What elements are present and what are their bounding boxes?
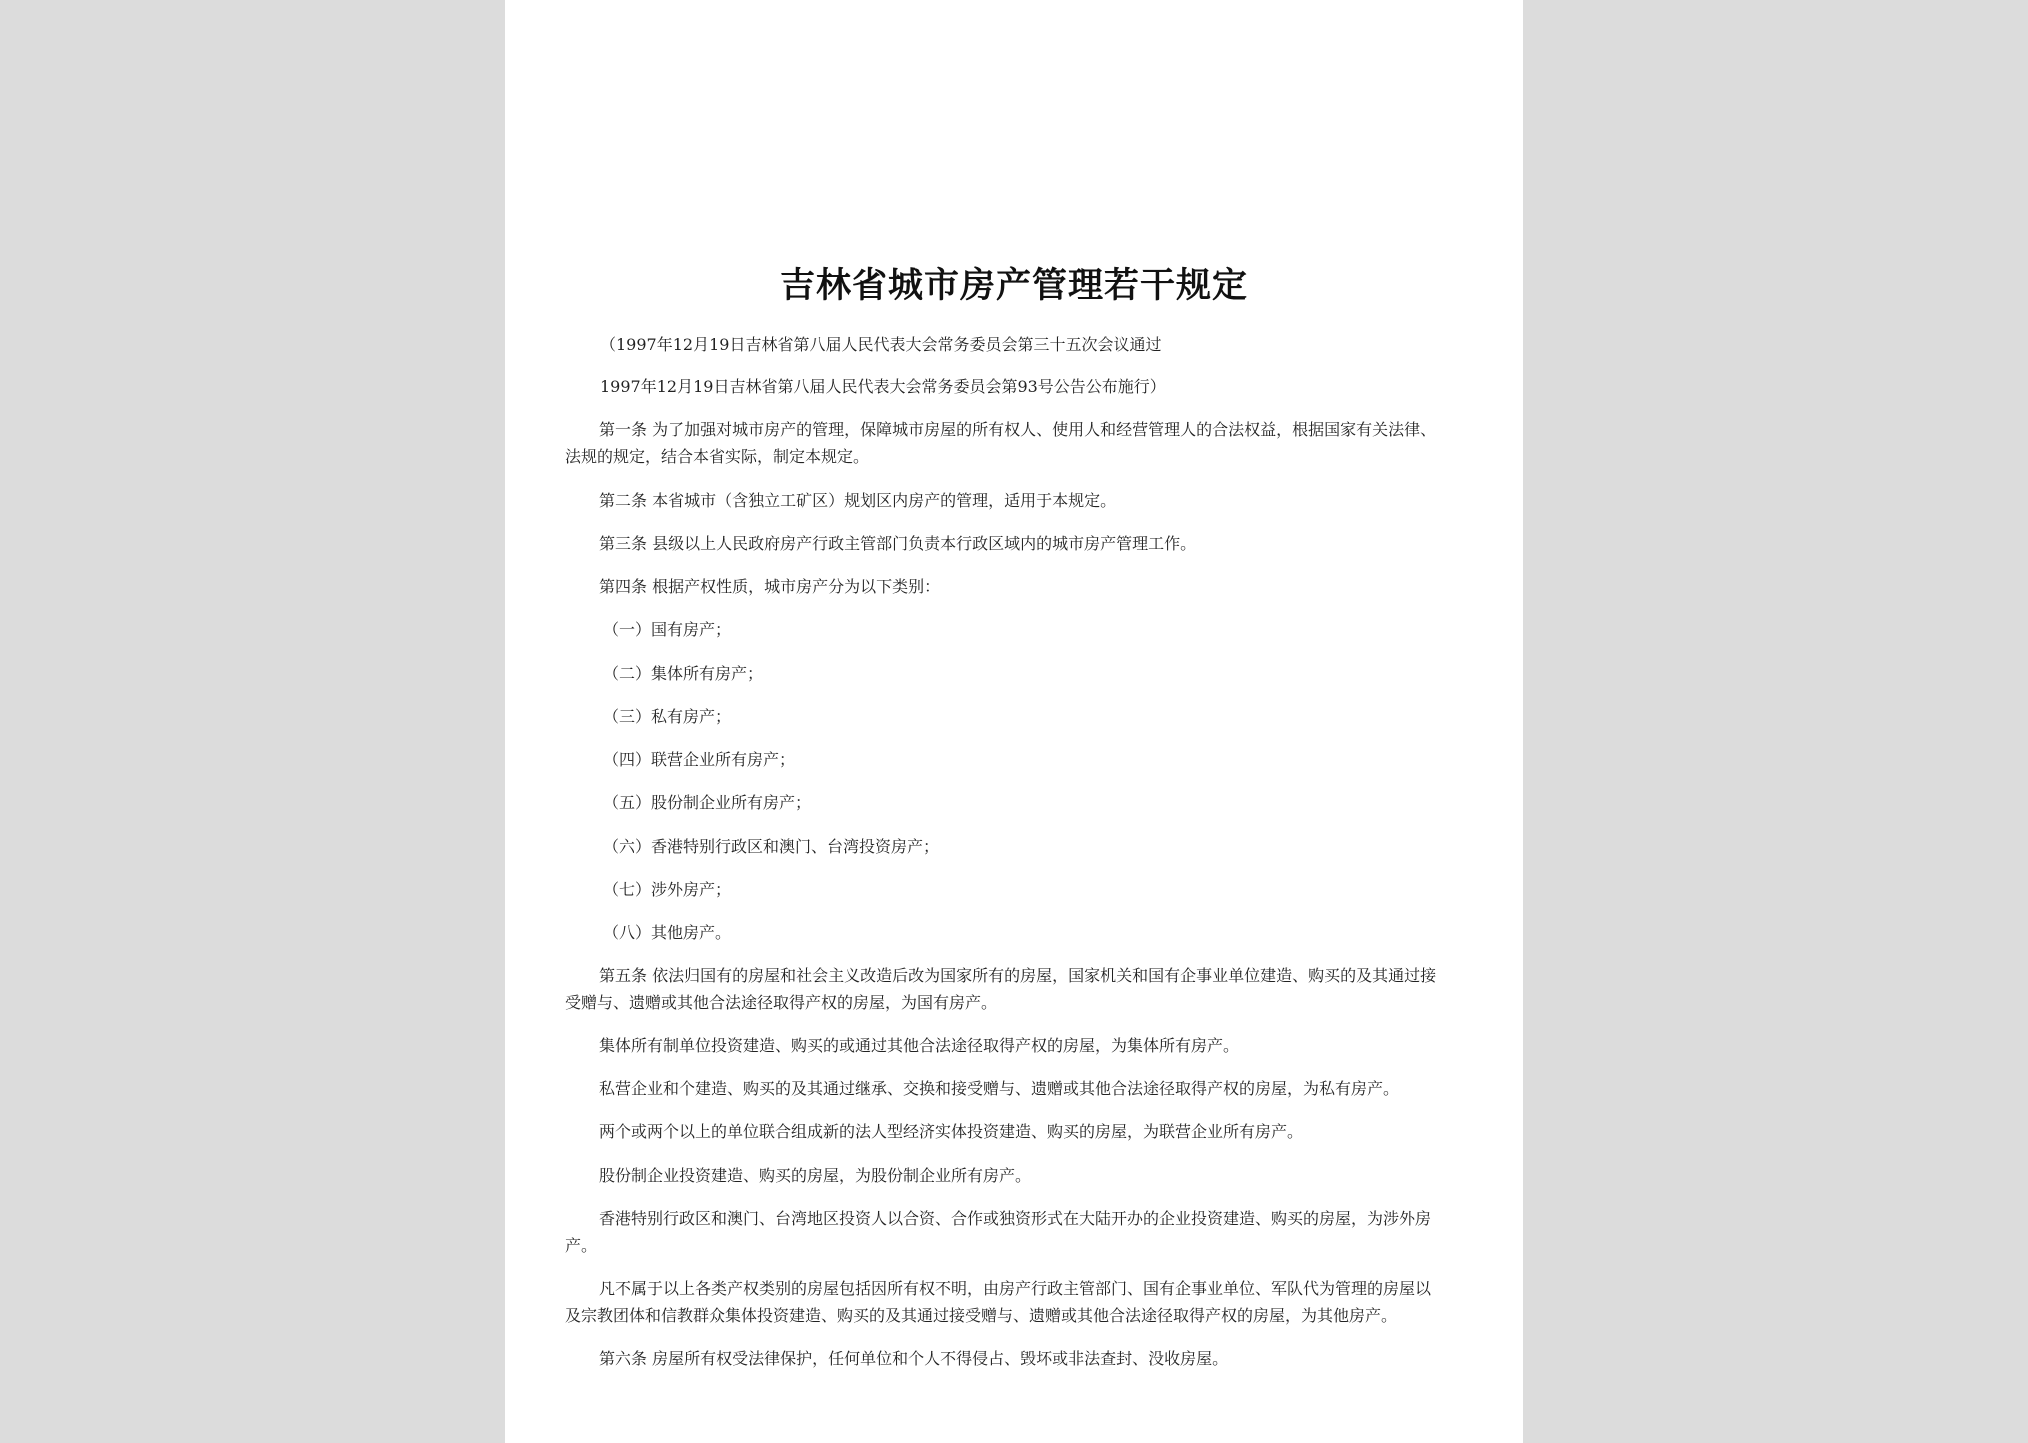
category-item-7: （七）涉外房产； — [603, 880, 732, 899]
preamble-line-2: 1997年12月19日吉林省第八届人民代表大会常务委员会第93号公告公布施行） — [600, 377, 1166, 396]
paragraph-foreign-line-1: 香港特别行政区和澳门、台湾地区投资人以合资、合作或独资形式在大陆开办的企业投资建造、购买的房屋，为涉外房 — [599, 1209, 1432, 1228]
category-item-8: （八）其他房产。 — [603, 923, 732, 942]
paragraph-foreign-line-2: 产。 — [565, 1236, 598, 1255]
category-item-5: （五）股份制企业所有房产； — [603, 793, 812, 812]
category-item-4: （四）联营企业所有房产； — [603, 750, 796, 769]
category-item-6: （六）香港特别行政区和澳门、台湾投资房产； — [603, 837, 940, 856]
category-item-2: （二）集体所有房产； — [603, 664, 764, 683]
preamble-line-1: （1997年12月19日吉林省第八届人民代表大会常务委员会第三十五次会议通过 — [600, 335, 1162, 354]
article-2: 第二条 本省城市（含独立工矿区）规划区内房产的管理，适用于本规定。 — [599, 491, 1117, 510]
article-5-line-1: 第五条 依法归国有的房屋和社会主义改造后改为国家所有的房屋，国家机关和国有企事业单位建造、购买的及其通过接 — [599, 966, 1437, 985]
category-item-3: （三）私有房产； — [603, 707, 732, 726]
paragraph-private: 私营企业和个建造、购买的及其通过继承、交换和接受赠与、遗赠或其他合法途径取得产权的房屋，为私有房产。 — [599, 1079, 1400, 1098]
paragraph-other-line-1: 凡不属于以上各类产权类别的房屋包括因所有权不明，由房产行政主管部门、国有企事业单位、军队代为管理的房屋以 — [599, 1279, 1432, 1298]
article-3: 第三条 县级以上人民政府房产行政主管部门负责本行政区域内的城市房产管理工作。 — [599, 534, 1197, 553]
document-page — [505, 0, 1523, 1443]
paragraph-collective: 集体所有制单位投资建造、购买的或通过其他合法途径取得产权的房屋，为集体所有房产。 — [599, 1036, 1240, 1055]
category-item-1: （一）国有房产； — [603, 620, 732, 639]
article-1-line-1: 第一条 为了加强对城市房产的管理，保障城市房屋的所有权人、使用人和经营管理人的合法权益，根据国家有关法律、 — [599, 420, 1437, 439]
paragraph-other-line-2: 及宗教团体和信教群众集体投资建造、购买的及其通过接受赠与、遗赠或其他合法途径取得产权的房屋，为其他房产。 — [565, 1306, 1398, 1325]
paragraph-shareholding: 股份制企业投资建造、购买的房屋，为股份制企业所有房产。 — [599, 1166, 1032, 1185]
paragraph-joint-venture: 两个或两个以上的单位联合组成新的法人型经济实体投资建造、购买的房屋，为联营企业所有房产。 — [599, 1122, 1304, 1141]
article-5-line-2: 受赠与、遗赠或其他合法途径取得产权的房屋，为国有房产。 — [565, 993, 998, 1012]
article-1-line-2: 法规的规定，结合本省实际，制定本规定。 — [565, 447, 870, 466]
document-title: 吉林省城市房产管理若干规定 — [779, 265, 1248, 306]
article-4: 第四条 根据产权性质，城市房产分为以下类别： — [599, 577, 941, 596]
article-6: 第六条 房屋所有权受法律保护，任何单位和个人不得侵占、毁坏或非法查封、没收房屋。 — [599, 1349, 1229, 1368]
